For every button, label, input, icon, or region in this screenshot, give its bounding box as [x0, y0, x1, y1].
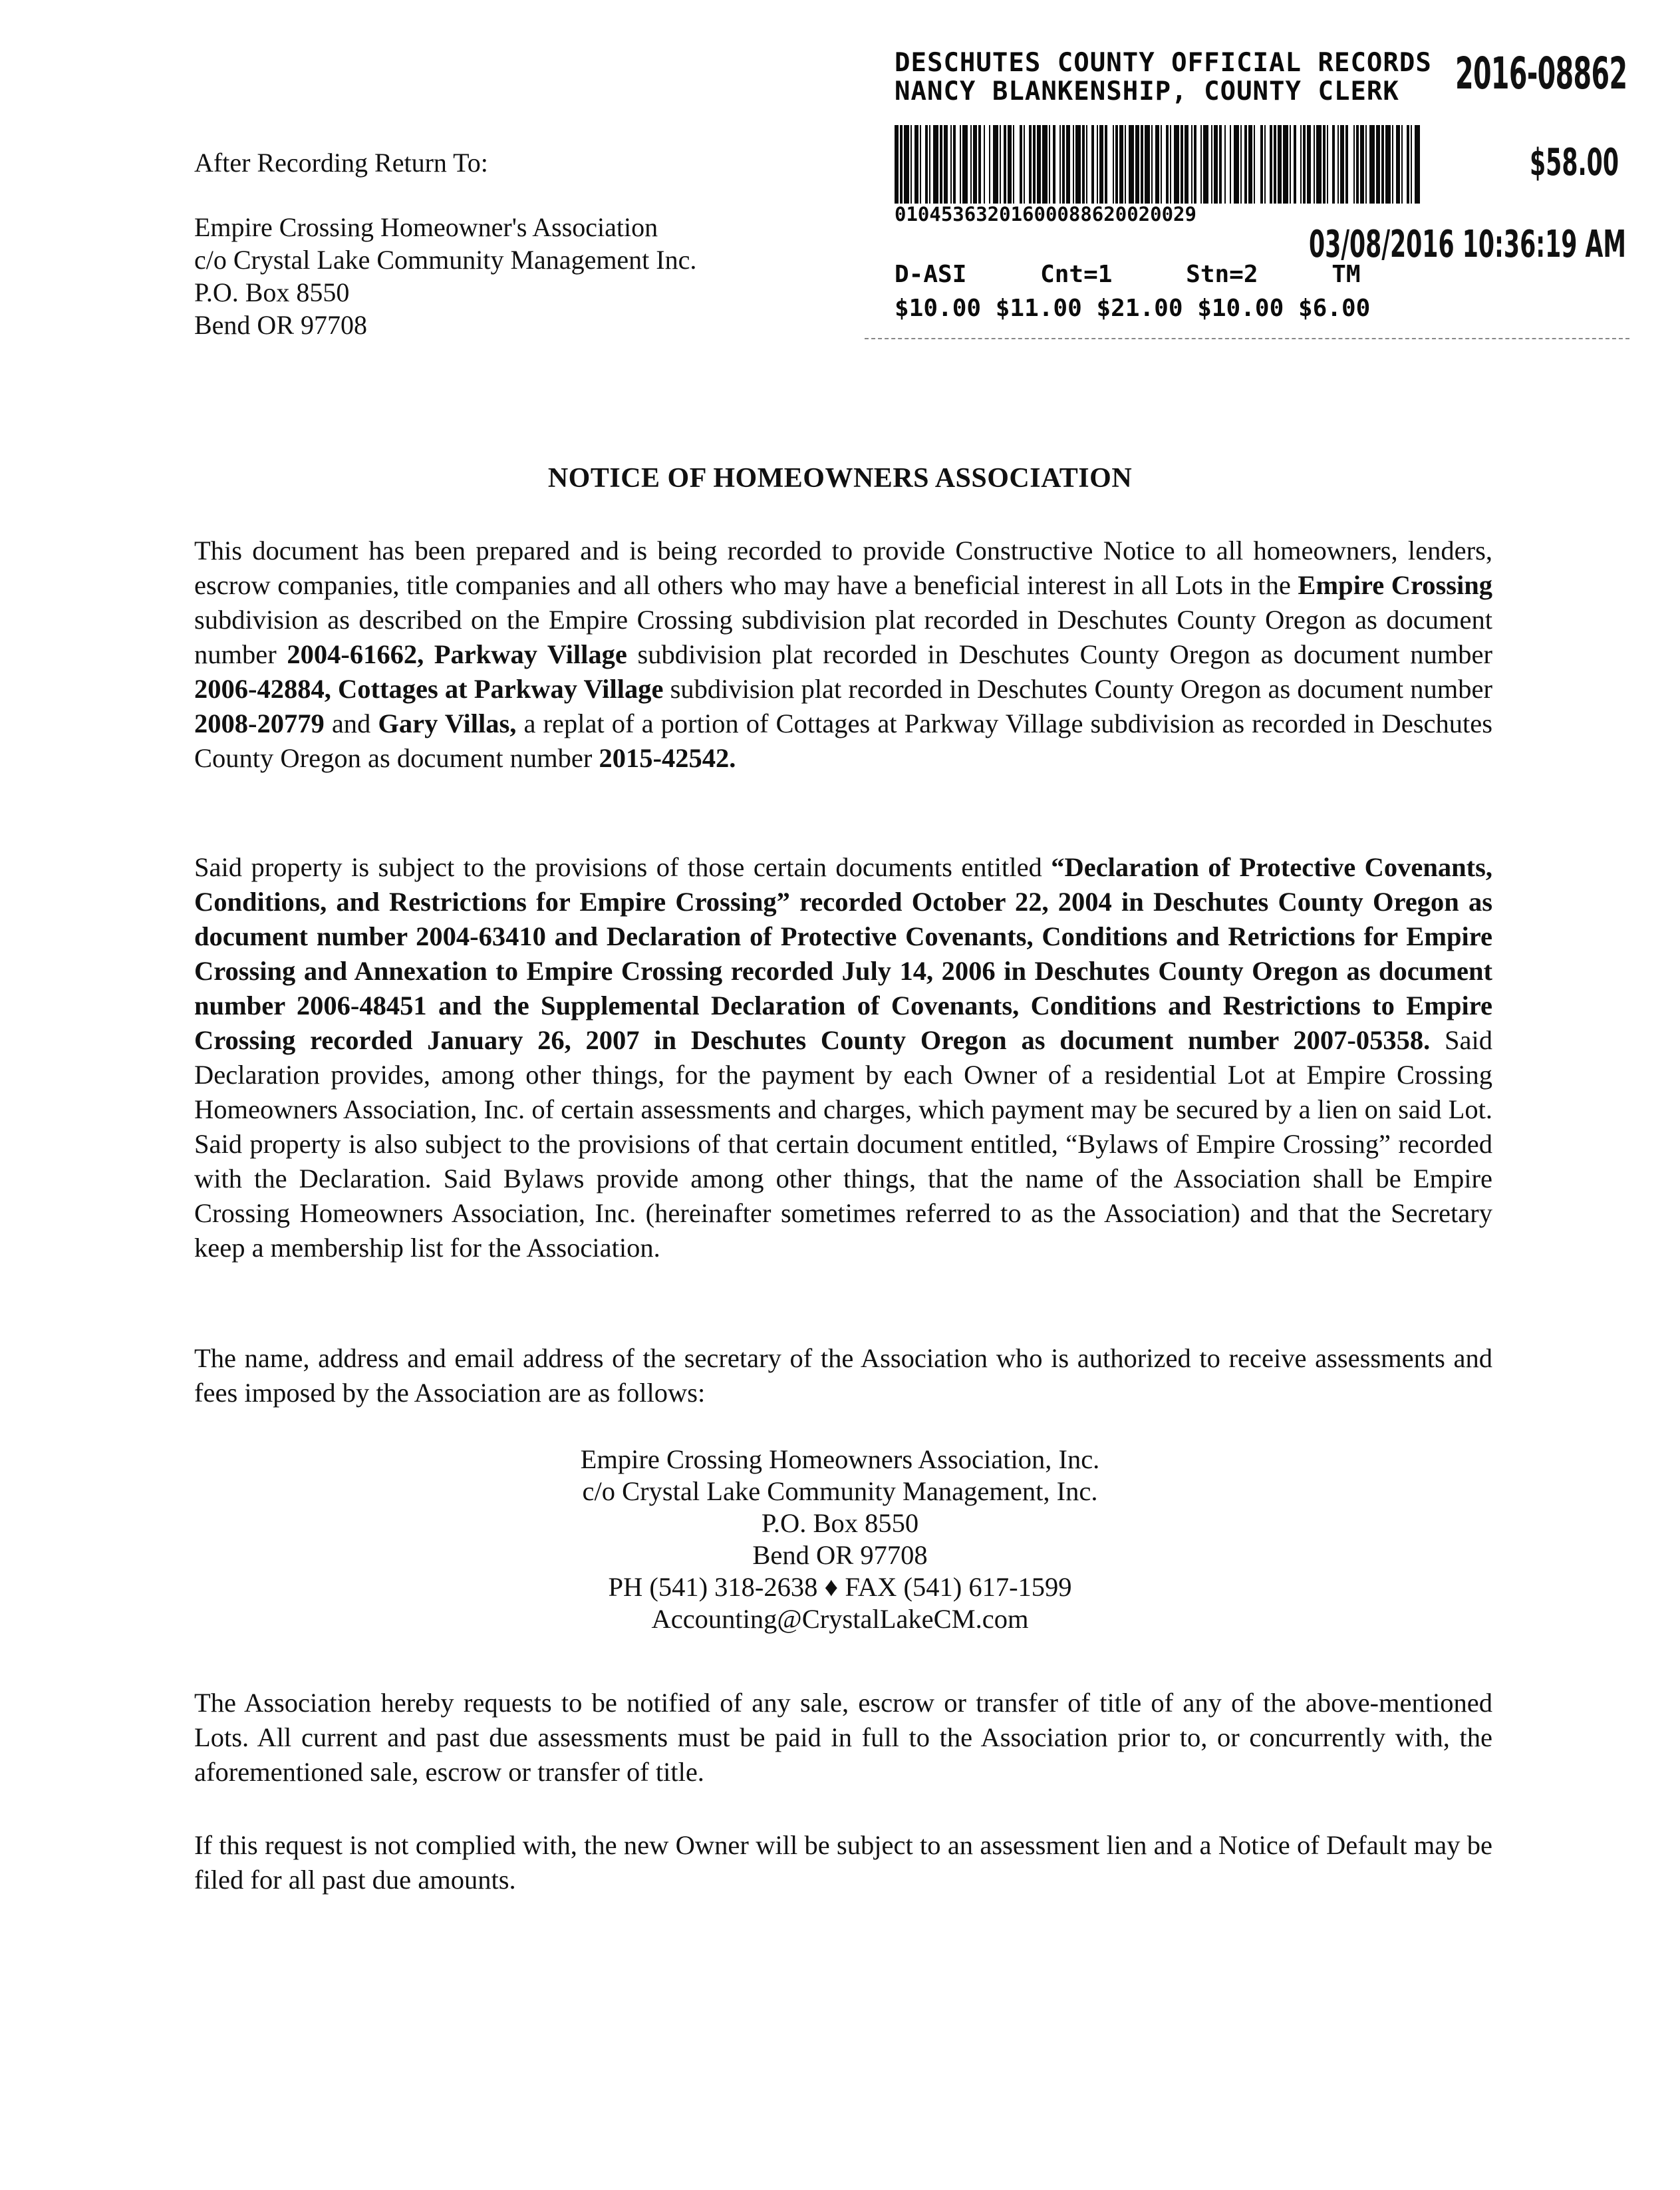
text-run: This document has been prepared and is being recorded to provide Constructive Notice to all homeowners, lenders, escrow companies, title companies and all others who may have a beneficial interest in all Lots in the	[194, 536, 1492, 600]
barcode	[895, 125, 1420, 204]
document-number: 2016-08862	[1455, 48, 1627, 99]
address-line: Bend OR 97708	[752, 1540, 928, 1570]
text-run: and	[324, 708, 378, 738]
paragraph-noncompliance: If this request is not complied with, the new Owner will be subject to an assessment lien and a Notice of Default may be filed for all past due amounts.	[194, 1830, 1492, 1895]
text-run-bold: Gary Villas,	[378, 708, 517, 738]
recording-code: D-ASI	[895, 261, 967, 288]
recording-code: Stn=2	[1186, 261, 1258, 288]
recording-office-line: DESCHUTES COUNTY OFFICIAL RECORDS	[895, 48, 1432, 78]
recording-fees-row	[895, 295, 1370, 322]
text-run-bold: 2015-42542.	[599, 743, 736, 773]
return-to-line: c/o Crystal Lake Community Management Inc.	[194, 245, 697, 275]
address-line: Empire Crossing Homeowners Association, Inc.	[580, 1444, 1100, 1474]
text-run: Said property is subject to the provisions of those certain documents entitled	[194, 852, 1051, 882]
recording-fee: $10.00	[895, 295, 982, 322]
recording-code: TM	[1331, 261, 1361, 288]
text-run: subdivision plat recorded in Deschutes County Oregon as document number	[663, 674, 1492, 704]
barcode-graphic	[895, 125, 1420, 204]
address-line: c/o Crystal Lake Community Management, Inc.	[582, 1476, 1098, 1506]
return-to-line: P.O. Box 8550	[194, 277, 350, 307]
text-run-bold: 2006-42884, Cottages at Parkway Village	[194, 674, 664, 704]
address-phone-fax: PH (541) 318-2638 ♦ FAX (541) 617-1599	[608, 1572, 1072, 1602]
paragraph-declaration	[194, 850, 1492, 1265]
text-run-bold: Empire Crossing	[1298, 570, 1492, 600]
barcode-digits: 01045363201600088620020029	[895, 203, 1196, 226]
recording-clerk-line: NANCY BLANKENSHIP, COUNTY CLERK	[895, 77, 1399, 106]
recording-codes-row	[895, 261, 1361, 288]
return-to-heading: After Recording Return To:	[194, 148, 488, 178]
text-run-bold: “Declaration of Protective Covenants, Conditions, and Restrictions for Empire Crossing” recorded October 22, 2004 in Deschutes County Oregon as document number 2004-63410 and Declaration of Protective Covenants, Conditions and Retrictions for Empire Crossing and Annexation to Empire Crossing recorded July 14, 2006 in Deschutes County Oregon as document number 2006-48451 and the Supplemental Declaration of Covenants, Conditions and Restrictions to Empire Crossing recorded January 26, 2007 in Deschutes County Oregon as document number 2007-05358.	[194, 852, 1492, 1055]
text-run-bold: 2008-20779	[194, 708, 325, 738]
stamp-divider	[865, 338, 1629, 341]
total-fee: $58.00	[1530, 141, 1619, 184]
text-run: subdivision plat recorded in Deschutes County Oregon as document number	[627, 639, 1492, 669]
text-run: subdivision as described on the Empire Crossing subdivision plat recorded in Deschutes County Oregon as document number	[194, 605, 1492, 669]
paragraph-notification-request: The Association hereby requests to be notified of any sale, escrow or transfer of title of any of the above-mentioned Lots. All current and past due assessments must be paid in full to the Association prior to, or concurrently with, the aforementioned sale, escrow or transfer of title.	[194, 1688, 1492, 1787]
return-to-line: Empire Crossing Homeowner's Association	[194, 212, 658, 242]
address-line: P.O. Box 8550	[761, 1508, 919, 1538]
text-run: Said Declaration provides, among other things, for the payment by each Owner of a residential Lot at Empire Crossing Homeowners Association, Inc. of certain assessments and charges, which payment may be secured by a lien on said Lot. Said property is also subject to the provisions of that certain document entitled, “Bylaws of Empire Crossing” recorded with the Declaration. Said Bylaws provide among other things, that the name of the Association shall be Empire Crossing Homeowners Association, Inc. (hereinafter sometimes referred to as the Association) and that the Secretary keep a membership list for the Association.	[194, 1025, 1492, 1263]
association-address	[0, 1444, 1680, 1635]
paragraph-secretary: The name, address and email address of the secretary of the Association who is authorized to receive assessments and fees imposed by the Association are as follows:	[194, 1343, 1492, 1408]
return-to-block	[194, 146, 696, 341]
document-title: NOTICE OF HOMEOWNERS ASSOCIATION	[547, 463, 1133, 494]
paragraph-notice	[194, 534, 1492, 776]
recording-fee: $6.00	[1298, 295, 1371, 322]
recorded-datetime: 03/08/2016 10:36:19 AM	[1309, 223, 1626, 266]
return-to-line: Bend OR 97708	[194, 310, 367, 340]
address-email: Accounting@CrystalLakeCM.com	[651, 1604, 1029, 1634]
text-run-bold: 2004-61662, Parkway Village	[287, 639, 627, 669]
recording-fee: $10.00	[1197, 295, 1284, 322]
recording-fee: $21.00	[1096, 295, 1183, 322]
recording-fee: $11.00	[995, 295, 1082, 322]
text-run: a replat of a portion of Cottages at Parkway Village subdivision as recorded in Deschutes County Oregon as document number	[194, 708, 1492, 773]
recording-code: Cnt=1	[1040, 261, 1113, 288]
